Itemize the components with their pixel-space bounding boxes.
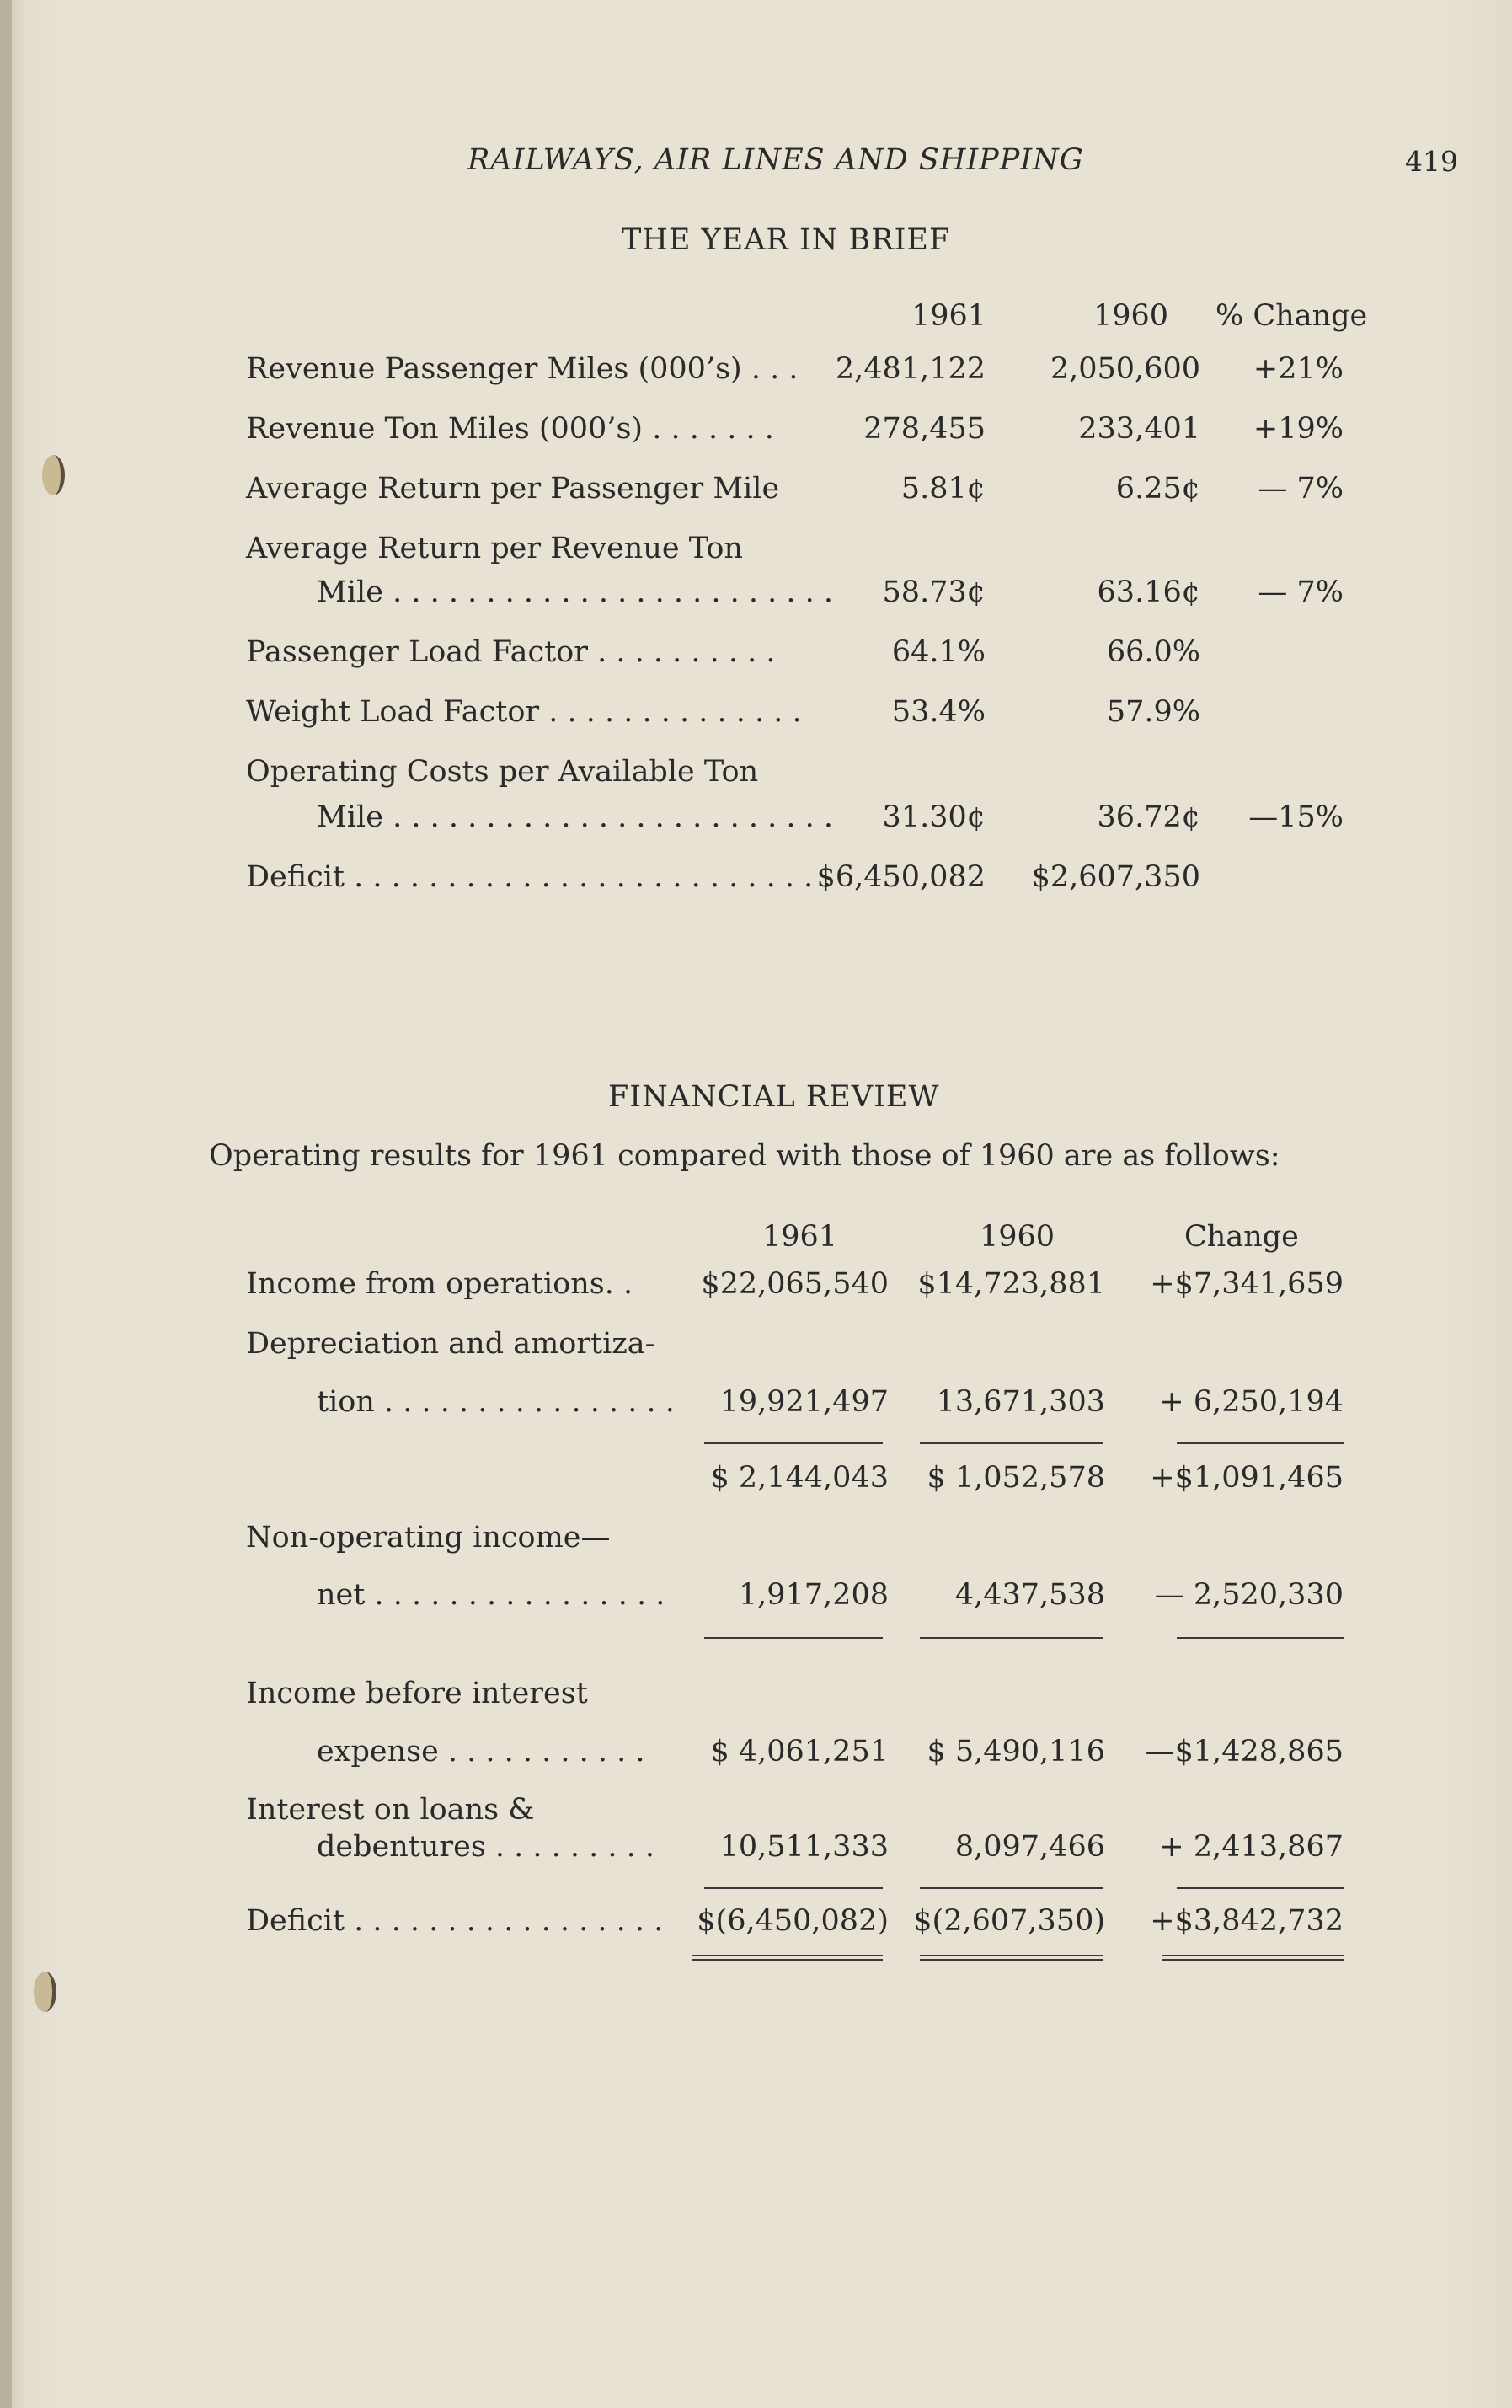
financial-column-headers xyxy=(0,1220,1512,1262)
brief-row xyxy=(0,352,1512,394)
value-1960: 66.0% xyxy=(1106,635,1200,669)
value-1960: 4,437,538 xyxy=(954,1578,1105,1612)
row-label: Deficit . . . . . . . . . . . . . . . . . . . . . . . . . . xyxy=(246,860,832,894)
row-label: Interest on loans & xyxy=(246,1793,535,1827)
row-label: Passenger Load Factor . . . . . . . . . . xyxy=(246,635,776,669)
sum-rule xyxy=(1177,1442,1344,1444)
sum-rule xyxy=(704,1887,883,1889)
financial-row-label-line xyxy=(0,1677,1512,1719)
value-1960: 2,050,600 xyxy=(1050,352,1200,386)
column-header: Change xyxy=(1184,1220,1299,1254)
section-title-year-in-brief: THE YEAR IN BRIEF xyxy=(622,223,951,257)
financial-row xyxy=(0,1904,1512,1946)
value-1961: $(6,450,082) xyxy=(697,1904,889,1938)
sum-rule xyxy=(920,1442,1103,1444)
value-1960: $ 1,052,578 xyxy=(927,1461,1105,1495)
value-1961: $ 4,061,251 xyxy=(710,1735,889,1769)
row-label: Average Return per Passenger Mile xyxy=(246,472,780,506)
brief-row-label-line xyxy=(0,755,1512,797)
sum-rule xyxy=(1177,1637,1344,1639)
value-1960: 57.9% xyxy=(1106,695,1200,729)
sum-rule xyxy=(1177,1887,1344,1889)
brief-row xyxy=(0,695,1512,737)
brief-row xyxy=(0,800,1512,843)
column-header: 1961 xyxy=(911,299,987,333)
value-change: +$7,341,659 xyxy=(1150,1267,1344,1301)
value-1961: 58.73¢ xyxy=(882,575,986,609)
value-change: — 7% xyxy=(1258,472,1344,506)
brief-column-headers xyxy=(0,299,1512,341)
value-1960: 36.72¢ xyxy=(1097,800,1200,834)
financial-row-label-line xyxy=(0,1793,1512,1835)
financial-intro: Operating results for 1961 compared with those of 1960 are as follows: xyxy=(209,1139,1280,1173)
value-1961: $22,065,540 xyxy=(701,1267,889,1301)
value-change: — 7% xyxy=(1258,575,1344,609)
brief-row xyxy=(0,575,1512,618)
value-1961: $6,450,082 xyxy=(816,860,986,894)
row-label: Revenue Ton Miles (000’s) . . . . . . . xyxy=(246,412,774,446)
value-change: +$3,842,732 xyxy=(1150,1904,1344,1938)
value-1961: 10,511,333 xyxy=(719,1830,889,1864)
brief-row xyxy=(0,860,1512,902)
total-double-rule xyxy=(692,1955,883,1961)
sum-rule xyxy=(920,1887,1103,1889)
value-1960: 233,401 xyxy=(1078,412,1200,446)
row-label: Revenue Passenger Miles (000’s) . . . xyxy=(246,352,799,386)
value-1961: 31.30¢ xyxy=(882,800,986,834)
row-label: Depreciation and amortiza- xyxy=(246,1327,655,1361)
sum-rule xyxy=(920,1637,1103,1639)
value-change: + 6,250,194 xyxy=(1159,1385,1344,1419)
financial-row xyxy=(0,1385,1512,1427)
value-change: —$1,428,865 xyxy=(1145,1735,1344,1769)
page-number: 419 xyxy=(1405,145,1458,178)
value-1961: 64.1% xyxy=(891,635,986,669)
column-header: % Change xyxy=(1215,299,1368,333)
column-header: 1960 xyxy=(1093,299,1169,333)
value-1960: 63.16¢ xyxy=(1097,575,1200,609)
brief-row xyxy=(0,412,1512,454)
value-1960: $14,723,881 xyxy=(917,1267,1105,1301)
value-change: +$1,091,465 xyxy=(1150,1461,1344,1495)
financial-row xyxy=(0,1735,1512,1777)
financial-row xyxy=(0,1578,1512,1620)
sum-rule xyxy=(704,1442,883,1444)
row-label: Income before interest xyxy=(246,1677,588,1710)
column-header: 1961 xyxy=(762,1220,838,1254)
brief-row-label-line xyxy=(0,532,1512,574)
financial-row-label-line xyxy=(0,1327,1512,1369)
row-label: Income from operations. . xyxy=(246,1267,633,1301)
value-change: +19% xyxy=(1253,412,1344,446)
row-label: Operating Costs per Available Ton xyxy=(246,755,759,789)
value-1960: 13,671,303 xyxy=(936,1385,1105,1419)
value-change: +21% xyxy=(1253,352,1344,386)
total-double-rule xyxy=(920,1955,1103,1961)
brief-row xyxy=(0,635,1512,677)
financial-subtotal-row xyxy=(0,1461,1512,1503)
row-label: Deficit . . . . . . . . . . . . . . . . . xyxy=(246,1904,664,1938)
row-label: Non-operating income— xyxy=(246,1521,611,1554)
value-1960: 6.25¢ xyxy=(1115,472,1200,506)
total-double-rule xyxy=(1162,1955,1344,1961)
value-change: + 2,413,867 xyxy=(1159,1830,1344,1864)
row-label: Weight Load Factor . . . . . . . . . . . . . . xyxy=(246,695,802,729)
sum-rule xyxy=(704,1637,883,1639)
financial-row-label-line xyxy=(0,1521,1512,1563)
value-change: — 2,520,330 xyxy=(1154,1578,1344,1612)
value-1961: $ 2,144,043 xyxy=(710,1461,889,1495)
value-1961: 278,455 xyxy=(863,412,986,446)
financial-row xyxy=(0,1830,1512,1872)
row-label-continued: tion . . . . . . . . . . . . . . . . xyxy=(317,1385,675,1419)
row-label: Average Return per Revenue Ton xyxy=(246,532,743,565)
column-header: 1960 xyxy=(980,1220,1055,1254)
value-1960: $2,607,350 xyxy=(1031,860,1200,894)
row-label-continued: Mile . . . . . . . . . . . . . . . . . . . . . . . . xyxy=(317,575,833,609)
row-label-continued: net . . . . . . . . . . . . . . . . xyxy=(317,1578,665,1612)
row-label-continued: expense . . . . . . . . . . . xyxy=(317,1735,645,1769)
value-1960: $ 5,490,116 xyxy=(927,1735,1105,1769)
financial-row xyxy=(0,1267,1512,1309)
brief-row xyxy=(0,472,1512,514)
value-1961: 2,481,122 xyxy=(835,352,986,386)
running-header: RAILWAYS, AIR LINES AND SHIPPING xyxy=(467,143,1084,177)
value-1960: $(2,607,350) xyxy=(913,1904,1105,1938)
page-tab-mark xyxy=(34,1972,56,2012)
value-1961: 1,917,208 xyxy=(738,1578,889,1612)
value-change: —15% xyxy=(1248,800,1344,834)
value-1961: 5.81¢ xyxy=(900,472,986,506)
value-1961: 53.4% xyxy=(891,695,986,729)
row-label-continued: Mile . . . . . . . . . . . . . . . . . . . . . . . . xyxy=(317,800,833,834)
row-label-continued: debentures . . . . . . . . . xyxy=(317,1830,655,1864)
section-title-financial-review: FINANCIAL REVIEW xyxy=(608,1080,940,1114)
value-1960: 8,097,466 xyxy=(954,1830,1105,1864)
value-1961: 19,921,497 xyxy=(719,1385,889,1419)
